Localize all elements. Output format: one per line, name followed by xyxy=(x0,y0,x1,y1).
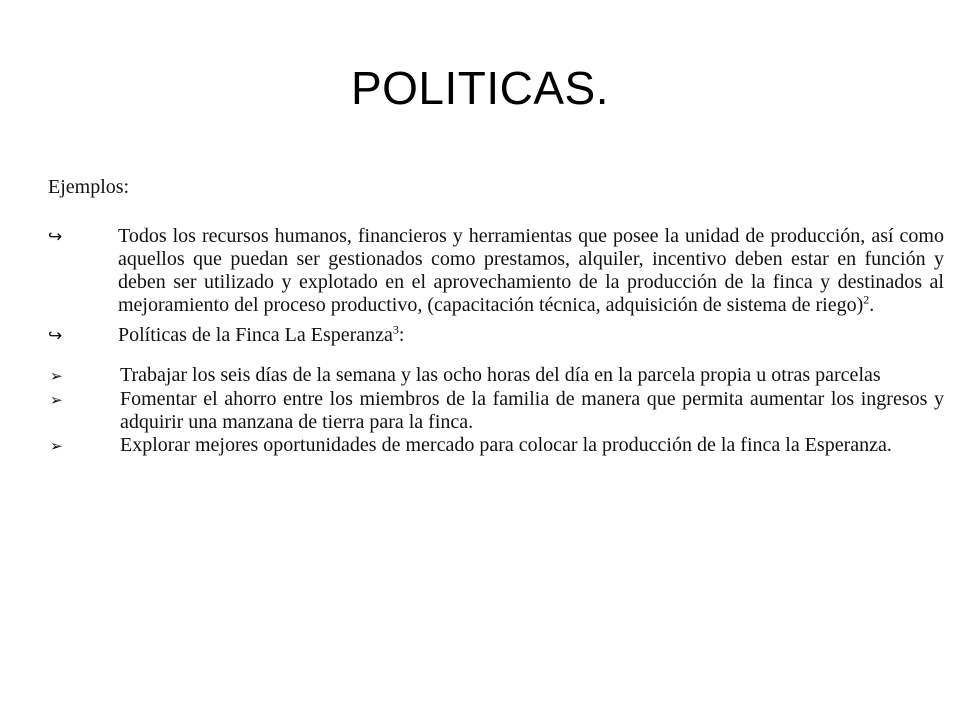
footnote-ref: 3 xyxy=(392,322,399,337)
triangle-arrow-icon: ➢ xyxy=(50,437,63,455)
hook-arrow-icon: ↪ xyxy=(48,227,63,247)
list-item-text: Fomentar el ahorro entre los miembros de la familia de manera que permita aumentar los ingresos y adquirir una manzana de tierra para la finca. xyxy=(120,388,944,433)
list-item-text: Trabajar los seis días de la semana y las ocho horas del día en la parcela propia u otras parcelas xyxy=(120,364,881,386)
list-item-text: Explorar mejores oportunidades de mercado para colocar la producción de la finca la Esperanza. xyxy=(120,434,892,456)
examples-heading: Ejemplos: xyxy=(48,176,130,198)
hook-arrow-icon: ↪ xyxy=(48,326,63,346)
policy-item-savings xyxy=(48,388,944,434)
list-item-text: Todos los recursos humanos, financieros y herramientas que posee la unidad de producción, así como aquellos que puedan ser gestionados como prestamos, alquiler, incentivo deben estar en función y deben ser utilizado y explotado en el aprovechamiento de la producción de la finca y destinados al mejoramiento del proceso productivo, (capacitación técnica, adquisición de sistema de riego)$^2$. xyxy=(118,225,944,316)
document-excerpt xyxy=(48,176,944,458)
slide-title: POLITICAS. xyxy=(350,62,610,114)
policy-item-work xyxy=(48,364,944,388)
policy-item-market xyxy=(48,434,944,458)
arrow-list-item-policies xyxy=(48,324,944,348)
triangle-arrow-icon: ➢ xyxy=(50,367,63,385)
triangle-arrow-icon: ➢ xyxy=(50,391,63,409)
footnote-ref: 2 xyxy=(863,292,870,307)
arrow-list-item-resources xyxy=(48,225,944,317)
list-item-text: Políticas de la Finca La Esperanza$^3$: xyxy=(118,322,405,346)
